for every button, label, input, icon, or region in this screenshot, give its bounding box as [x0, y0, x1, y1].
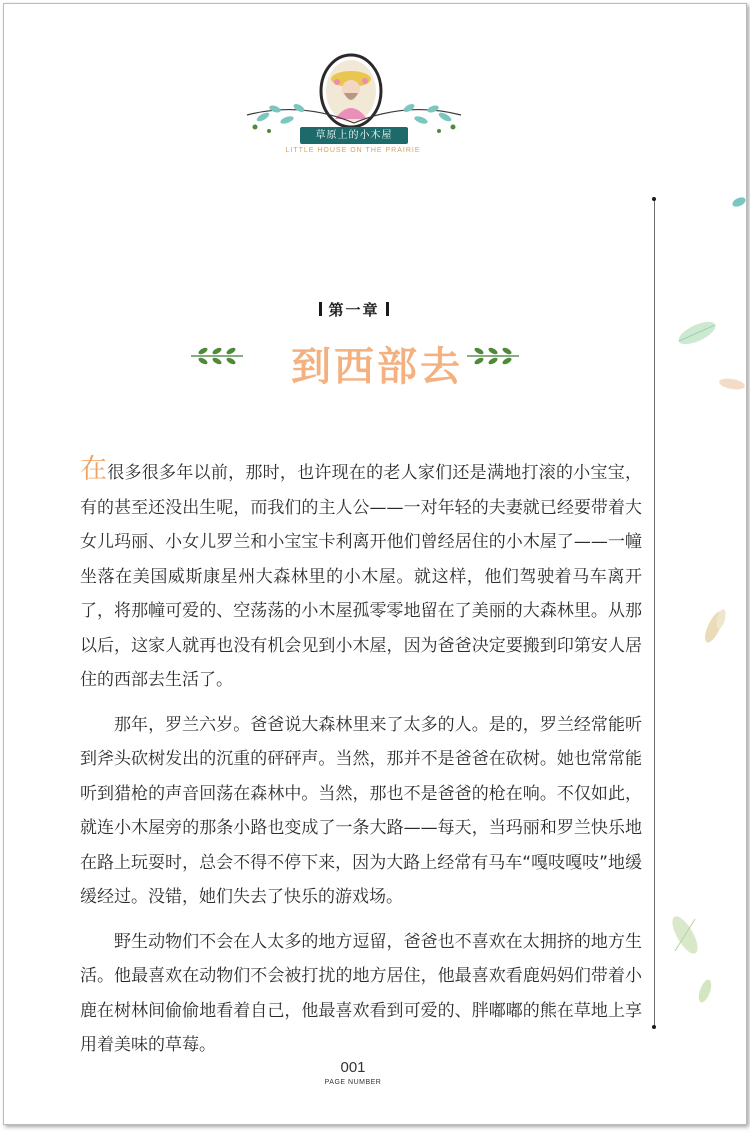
header-subtitle: LITTLE HOUSE ON THE PRAIRIE — [285, 147, 421, 154]
paragraph-1-text: 很多很多年以前，那时，也许现在的老人家们还是满地打滚的小宝宝，有的甚至还没出生呢，而我们的主人公——一对年轻的夫妻就已经要带着大女儿玛丽、小女儿罗兰和小宝宝卡利离开他们曾经居住的小木屋了——一幢坐落在美国威斯康星州大森林里的小木屋。就这样，他们驾驶着马车离开了，将那幢可爱的、空荡荡的小木屋孤零零地留在了美丽的大森林里。从那以后，这家人就再也没有机会见到小木屋，因为爸爸决定要搬到印第安人居住的西部去生活了。 — [80, 463, 643, 690]
margin-dot-bottom — [652, 1025, 656, 1029]
body-text — [80, 456, 642, 1073]
header-banner-title: 草原上的小木屋 — [300, 127, 408, 144]
leaf-icon — [731, 195, 747, 209]
chapter-title: 到西部去 — [291, 343, 463, 390]
leaf-icon — [717, 375, 747, 393]
page-number-label: PAGE NUMBER — [324, 1079, 382, 1086]
paragraph-3: 野生动物们不会在人太多的地方逗留，爸爸也不喜欢在太拥挤的地方生活。他最喜欢在动物们不会被打扰的地方居住，他最喜欢看鹿妈妈们带着小鹿在树林间偷偷地看着自己，他最喜欢看到可爱的、胖嘟嘟的熊在草地上享用着美味的草莓。 — [80, 931, 642, 1055]
chapter-label — [299, 299, 409, 320]
margin-dot-top — [652, 197, 656, 201]
margin-rule — [654, 199, 655, 1027]
bar-right — [386, 302, 389, 316]
book-page — [3, 3, 747, 1125]
page-number: 001 — [340, 1059, 366, 1076]
sprig-right-icon — [465, 343, 521, 369]
sprig-left-icon — [189, 343, 245, 369]
leaf-icon — [701, 607, 727, 647]
bar-left — [319, 302, 322, 316]
leaf-icon — [695, 977, 715, 1005]
paragraph-2: 那年，罗兰六岁。爸爸说大森林里来了太多的人。是的，罗兰经常能听到斧头砍树发出的沉重的砰砰声。当然，那并不是爸爸在砍树。她也常常能听到猎枪的声音回荡在森林中。当然，那也不是爸爸的枪在响。不仅如此，就连小木屋旁的那条小路也变成了一条大路——每天，当玛丽和罗兰快乐地在路上玩耍时，总会不得不停下来，因为大路上经常有马车“嘎吱嘎吱”地缓缓经过。没错，她们失去了快乐的游戏场。 — [80, 714, 642, 907]
leaf-icon — [675, 319, 719, 347]
paragraph-1 — [80, 456, 642, 698]
leaf-icon — [669, 911, 701, 959]
chapter-label-text: 第一章 — [328, 301, 380, 319]
dropcap: 在 — [80, 454, 108, 485]
